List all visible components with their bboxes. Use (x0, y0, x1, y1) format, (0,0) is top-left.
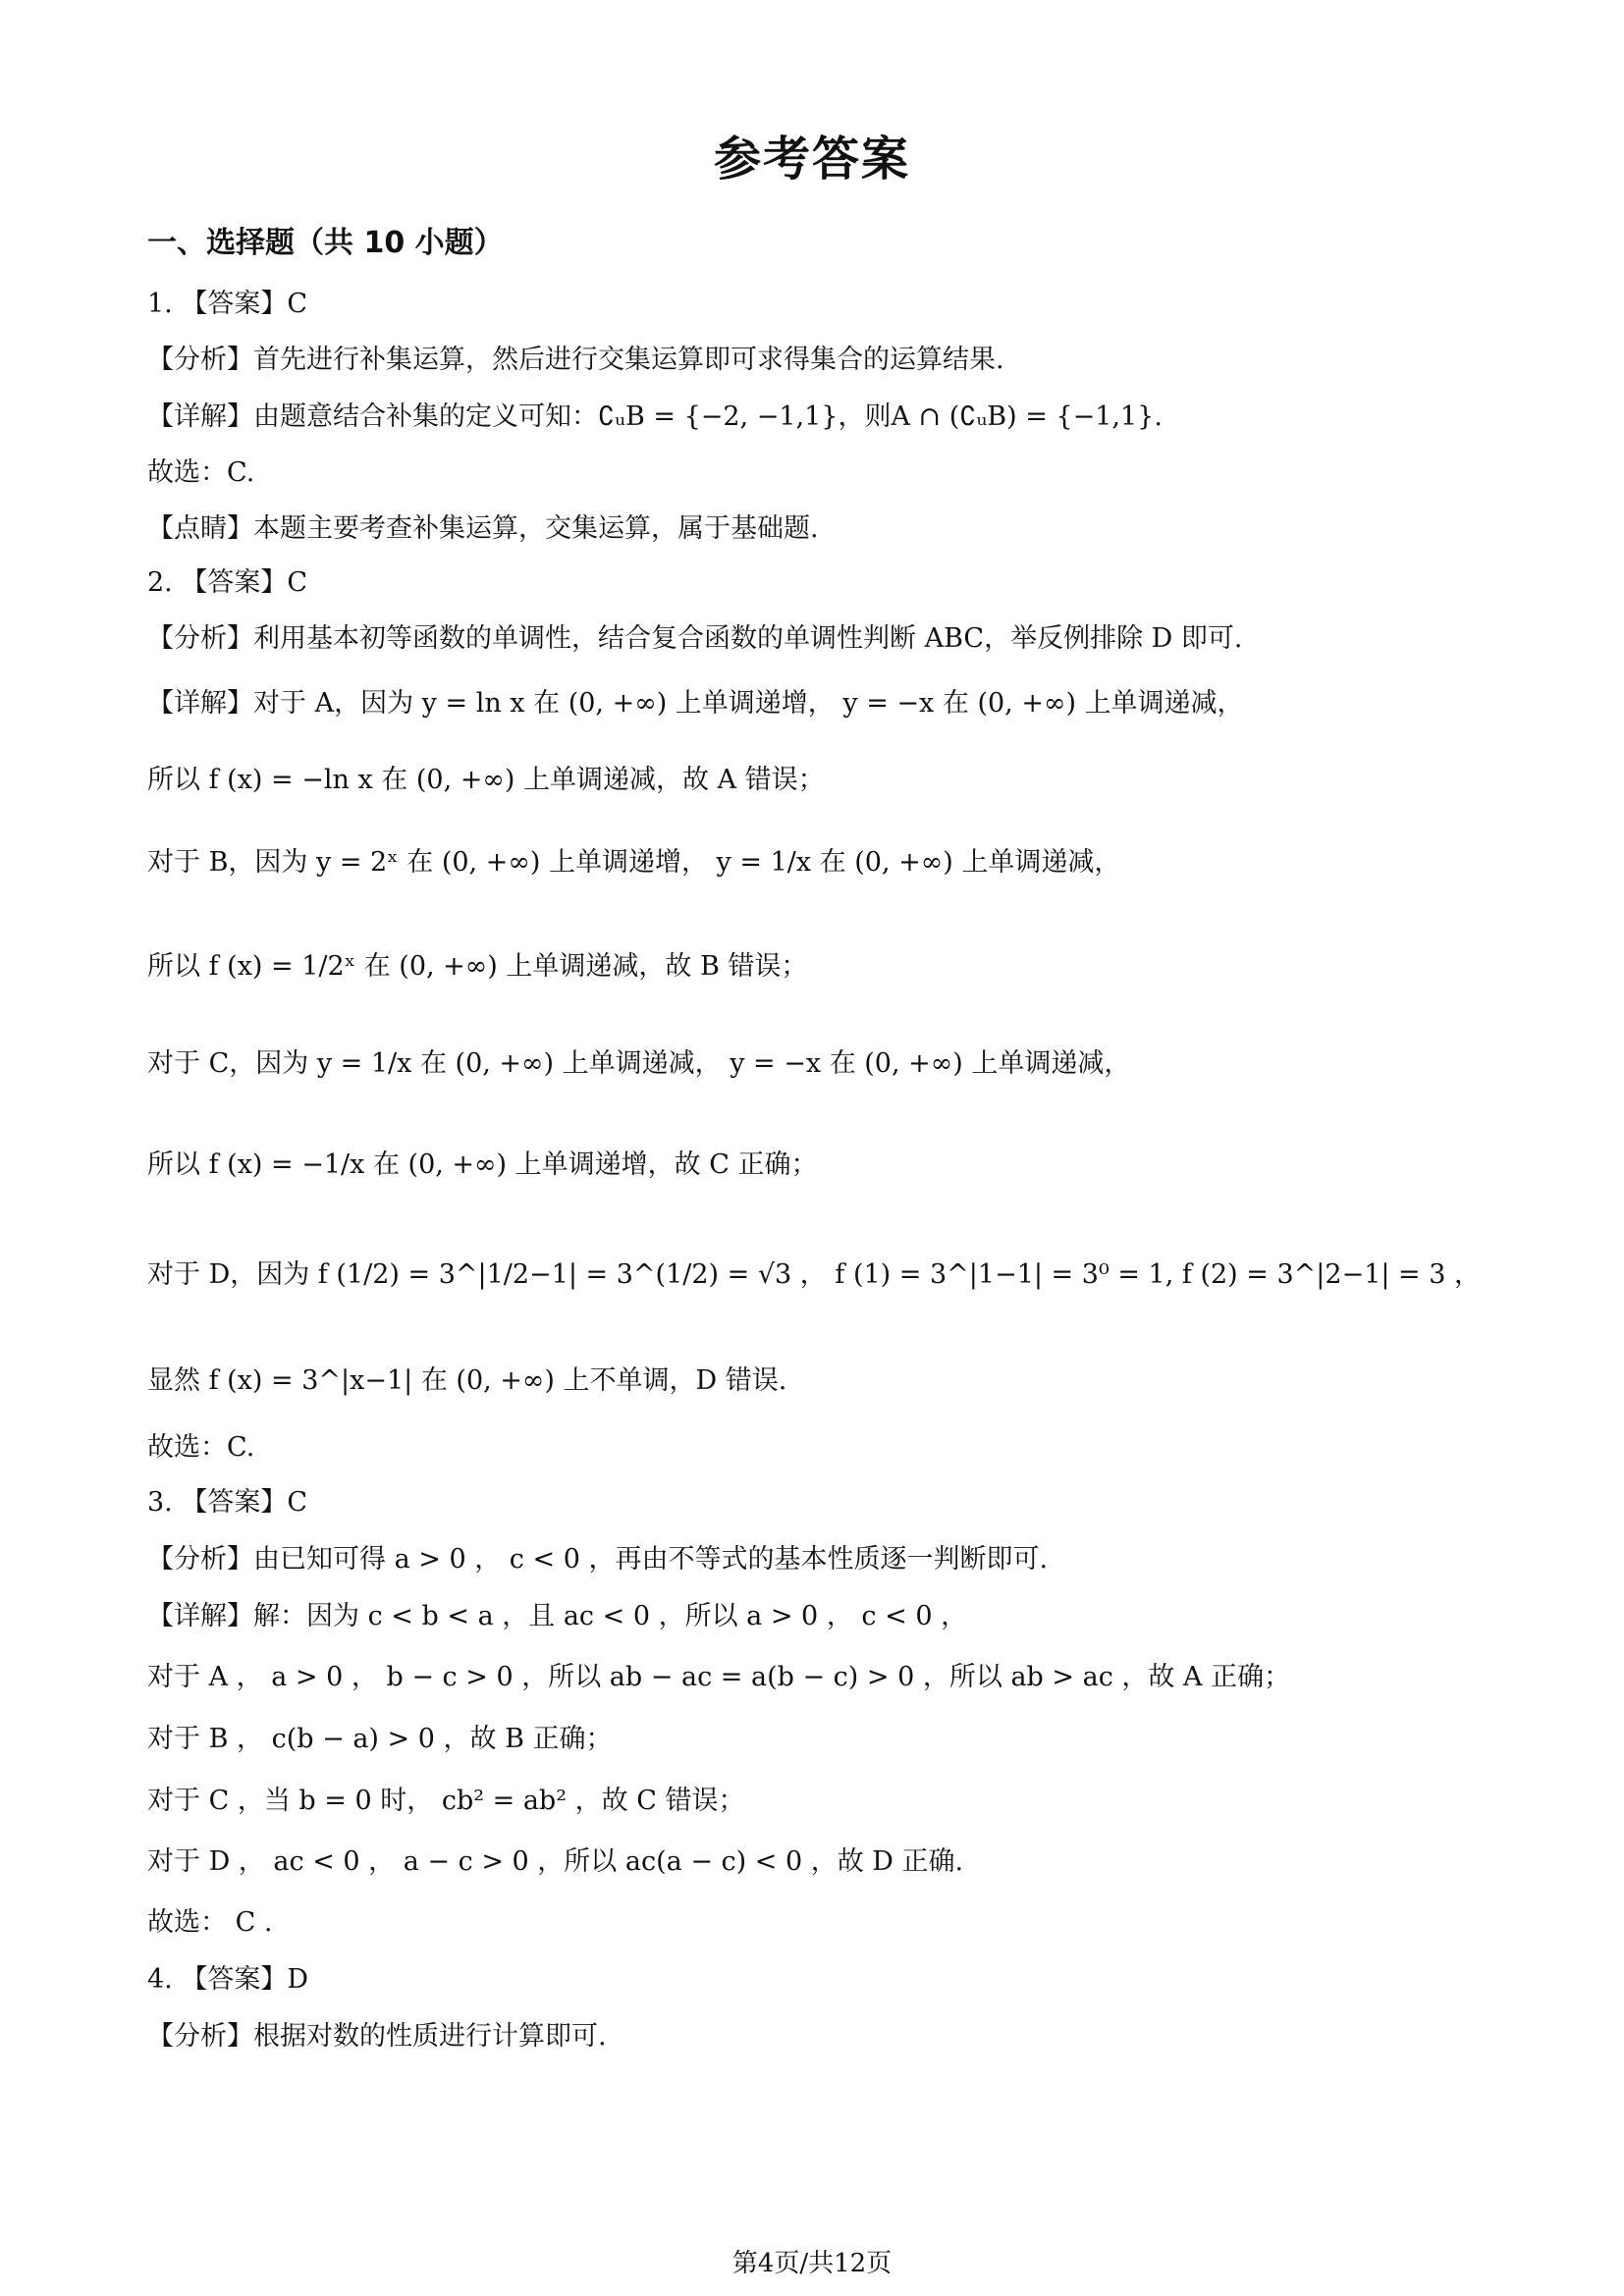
analysis-line: 【分析】根据对数的性质进行计算即可. (147, 2021, 607, 2052)
detail-line: 所以 f (x) = 1/2ˣ 在 (0, +∞) 上单调递减，故 B 错误； (147, 951, 808, 982)
detail-line: 所以 f (x) = −1/x 在 (0, +∞) 上单调递增，故 C 正确； (147, 1149, 818, 1180)
detail-line: 对于 C ，当 b = 0 时， cb² = ab² ，故 C 错误； (147, 1786, 745, 1816)
comment-line: 【点睛】本题主要考查补集运算，交集运算，属于基础题. (147, 513, 819, 544)
detail-line: 所以 f (x) = −ln x 在 (0, +∞) 上单调递减，故 A 错误； (147, 765, 825, 795)
answer-line: 3. 【答案】C (147, 1487, 308, 1518)
detail-line: 显然 f (x) = 3^|x−1| 在 (0, +∞) 上不单调，D 错误. (147, 1365, 787, 1396)
answer-line: 2. 【答案】C (147, 567, 308, 598)
choice-line: 故选：C. (147, 457, 255, 488)
analysis-line: 【分析】首先进行补集运算，然后进行交集运算即可求得集合的运算结果. (147, 345, 1004, 375)
analysis-line: 【分析】利用基本初等函数的单调性，结合复合函数的单调性判断 ABC，举反例排除 D 即可. (147, 623, 1243, 654)
choice-line: 故选：C. (147, 1432, 255, 1463)
detail-line: 对于 B，因为 y = 2ˣ 在 (0, +∞) 上单调递增， y = 1/x 在 (0, +∞) 上单调递减， (147, 847, 1121, 878)
choice-line: 故选： C . (147, 1907, 273, 1938)
detail-line: 【详解】对于 A，因为 y = ln x 在 (0, +∞) 上单调递增， y = −x 在 (0, +∞) 上单调递减， (147, 688, 1244, 719)
analysis-line: 【分析】由已知可得 a > 0 ， c < 0 ，再由不等式的基本性质逐一判断即可. (147, 1544, 1049, 1575)
page-number: 第4页/共12页 (731, 2249, 893, 2278)
detail-line: 【详解】解：因为 c < b < a ，且 ac < 0 ，所以 a > 0 ， c < 0 ， (147, 1601, 968, 1631)
detail-line: 【详解】由题意结合补集的定义可知：∁ᵤB = {−2, −1,1}，则A ∩ (∁ᵤB) = {−1,1}. (147, 401, 1163, 432)
detail-line: 对于 B ， c(b − a) > 0 ，故 B 正确； (147, 1724, 613, 1754)
section-heading: 一、选择题（共 10 小题） (147, 226, 504, 260)
detail-line: 对于 A ， a > 0 ， b − c > 0 ，所以 ab − ac = a(b − c) > 0 ，所以 ab > ac ，故 A 正确； (147, 1662, 1291, 1692)
answer-line: 4. 【答案】D (147, 1964, 308, 1995)
detail-line: 对于 D，因为 f (1/2) = 3^|1/2−1| = 3^(1/2) = √3 ， f (1) = 3^|1−1| = 3⁰ = 1, f (2) = 3^|2−1| = 3 ， (147, 1259, 1482, 1290)
page-title: 参考答案 (713, 132, 910, 187)
detail-line: 对于 D ， ac < 0 ， a − c > 0 ，所以 ac(a − c) < 0 ，故 D 正确. (147, 1846, 964, 1877)
detail-line: 对于 C，因为 y = 1/x 在 (0, +∞) 上单调递减， y = −x 在 (0, +∞) 上单调递减， (147, 1048, 1131, 1079)
answer-line: 1. 【答案】C (147, 289, 308, 319)
